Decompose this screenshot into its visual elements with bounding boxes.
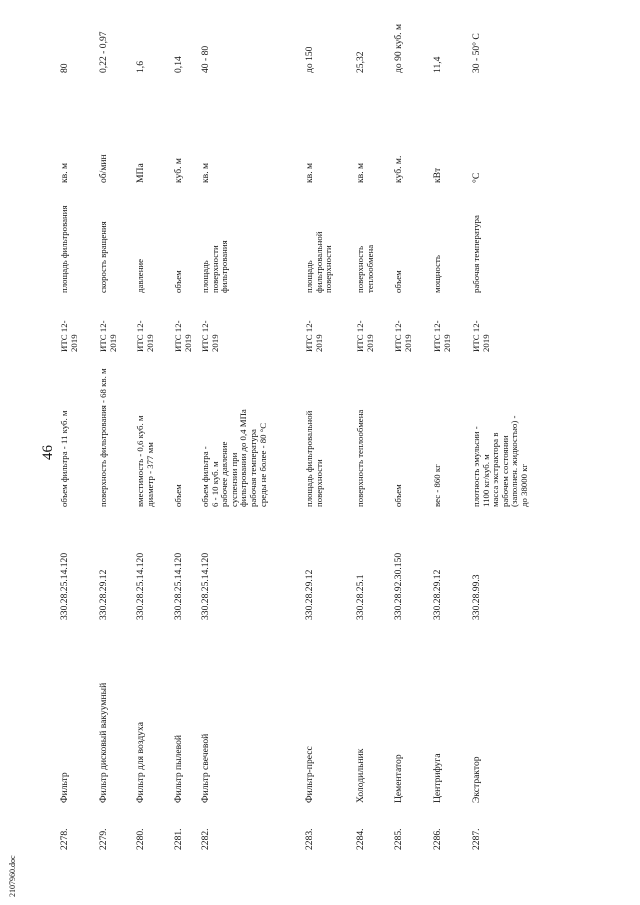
parameter-value: до 150 bbox=[304, 46, 315, 73]
unit-of-measure: МПа bbox=[135, 163, 146, 183]
parameter-value: до 90 куб. м bbox=[393, 23, 404, 73]
reference-document: ИТС 12-2019 bbox=[98, 320, 118, 352]
unit-of-measure: кв. м bbox=[304, 162, 315, 183]
parameter-name: площадь поверхности фильтрования bbox=[200, 240, 230, 293]
classifier-code: 330.28.25.14.120 bbox=[200, 552, 211, 620]
classifier-code: 330.28.25.14.120 bbox=[173, 552, 184, 620]
classifier-code: 330.28.92.30.150 bbox=[393, 552, 404, 620]
equipment-name: Фильтр свечевой bbox=[200, 733, 211, 803]
reference-document: ИТС 12-2019 bbox=[173, 320, 193, 352]
equipment-name: Фильтр пылевой bbox=[173, 734, 184, 803]
characteristic-description: поверхность фильтрования - 68 кв. м bbox=[98, 368, 108, 507]
equipment-name: Экстрактор bbox=[471, 756, 482, 803]
equipment-name: Фильтр для воздуха bbox=[135, 722, 146, 803]
parameter-value: 0,22 - 0,97 bbox=[98, 31, 109, 73]
parameter-value: 80 bbox=[59, 63, 70, 73]
reference-document: ИТС 12-2019 bbox=[200, 320, 220, 352]
parameter-name: объем bbox=[393, 270, 403, 293]
equipment-name: Фильтр дисковый вакуумный bbox=[98, 682, 109, 803]
reference-document: ИТС 12-2019 bbox=[355, 320, 375, 352]
unit-of-measure: кВт bbox=[432, 167, 443, 183]
row-number: 2284. bbox=[355, 828, 366, 850]
characteristic-description: вес - 860 кг bbox=[432, 464, 442, 507]
unit-of-measure: куб. м bbox=[173, 158, 184, 183]
unit-of-measure: куб. м. bbox=[393, 155, 404, 183]
characteristic-description: площадь фильтровальной поверхности bbox=[304, 410, 324, 507]
row-number: 2281. bbox=[173, 828, 184, 850]
parameter-value: 40 - 80 bbox=[200, 45, 211, 73]
characteristic-description: поверхность теплообмена bbox=[355, 409, 365, 507]
unit-of-measure: кв. м bbox=[355, 162, 366, 183]
parameter-name: рабочая температура bbox=[471, 215, 481, 293]
equipment-name: Холодильник bbox=[355, 748, 366, 803]
reference-document: ИТС 12-2019 bbox=[393, 320, 413, 352]
equipment-name: Фильтр-пресс bbox=[304, 746, 315, 803]
unit-of-measure: °С bbox=[471, 172, 482, 183]
reference-document: ИТС 12-2019 bbox=[59, 320, 79, 352]
unit-of-measure: об/мин bbox=[98, 154, 109, 183]
characteristic-description: объем bbox=[173, 484, 183, 507]
reference-document: ИТС 12-2019 bbox=[471, 320, 491, 352]
page-number: 46 bbox=[40, 445, 56, 460]
classifier-code: 330.28.29.12 bbox=[304, 569, 315, 620]
classifier-code: 330.28.25.14.120 bbox=[59, 552, 70, 620]
parameter-value: 1,6 bbox=[135, 61, 146, 73]
characteristic-description: вместимость - 0,6 куб. м диаметр - 377 мм bbox=[135, 415, 155, 507]
equipment-name: Фильтр bbox=[59, 772, 70, 803]
row-number: 2287. bbox=[471, 828, 482, 850]
reference-document: ИТС 12-2019 bbox=[135, 320, 155, 352]
parameter-name: поверхность теплообмена bbox=[355, 244, 375, 293]
parameter-value: 11,4 bbox=[432, 56, 443, 73]
row-number: 2278. bbox=[59, 828, 70, 850]
parameter-name: мощность bbox=[432, 255, 442, 293]
classifier-code: 330.28.25.1 bbox=[355, 574, 366, 620]
parameter-name: площадь фильтрования bbox=[59, 205, 69, 293]
reference-document: ИТС 12-2019 bbox=[304, 320, 324, 352]
parameter-value: 25,32 bbox=[355, 51, 366, 73]
characteristic-description: объем фильтра - 6 - 10 куб. м рабочее давление суспензии при фильтровании до 0,4 МПа рабочая температура среды не более - 80 °С bbox=[200, 409, 268, 507]
characteristic-description: плотность эмульсии - 1100 кг/куб. м масса экстрактора в рабочем состоянии (заполнен. жидкостью) - до 38000 кг bbox=[471, 415, 529, 507]
parameter-name: площадь фильтровальной поверхности bbox=[304, 231, 334, 293]
classifier-code: 330.28.25.14.120 bbox=[135, 552, 146, 620]
parameter-name: скорость вращения bbox=[98, 221, 108, 293]
parameter-value: 30 - 50° С bbox=[471, 33, 482, 73]
row-number: 2280. bbox=[135, 828, 146, 850]
parameter-value: 0,14 bbox=[173, 56, 184, 73]
row-number: 2285. bbox=[393, 828, 404, 850]
parameter-name: объем bbox=[173, 270, 183, 293]
row-number: 2286. bbox=[432, 828, 443, 850]
characteristic-description: объем фильтра - 11 куб. м bbox=[59, 410, 69, 507]
equipment-name: Цементатор bbox=[393, 754, 404, 803]
equipment-name: Центрифуга bbox=[432, 753, 443, 803]
row-number: 2279. bbox=[98, 828, 109, 850]
row-number: 2282. bbox=[200, 828, 211, 850]
unit-of-measure: кв. м bbox=[200, 162, 211, 183]
classifier-code: 330.28.99.3 bbox=[471, 574, 482, 620]
unit-of-measure: кв. м bbox=[59, 162, 70, 183]
row-number: 2283. bbox=[304, 828, 315, 850]
classifier-code: 330.28.29.12 bbox=[98, 569, 109, 620]
parameter-name: давление bbox=[135, 258, 145, 293]
characteristic-description: объем bbox=[393, 484, 403, 507]
classifier-code: 330.28.29.12 bbox=[432, 569, 443, 620]
reference-document: ИТС 12-2019 bbox=[432, 320, 452, 352]
footer-filename: 2107960.doc bbox=[8, 855, 17, 897]
